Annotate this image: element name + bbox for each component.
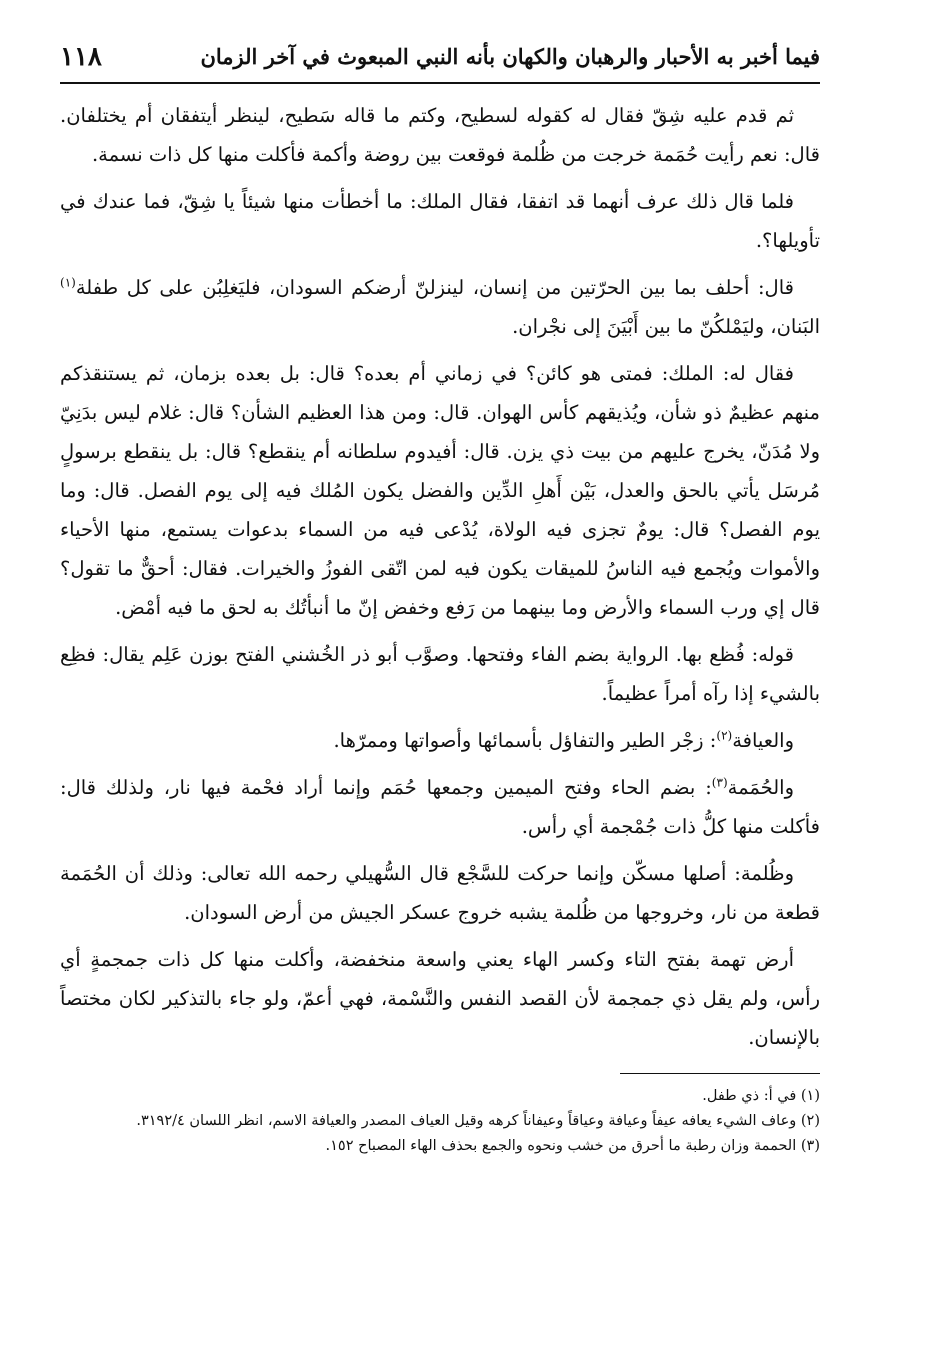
paragraph <box>60 721 820 760</box>
paragraph: وظُلمة: أصلها مسكّن وإنما حركت للسَّجْع قال السُّهيلي رحمه الله تعالى: وذلك أن الحُمَمة قطعة من نار، وخروجها من ظُلمة يشبه خروج عسكر الجيش من أرض السودان. <box>60 862 820 924</box>
page-number: ١١٨ <box>60 42 102 72</box>
footnotes <box>60 1084 820 1159</box>
paragraph: فلما قال ذلك عرف أنهما قد اتفقا، فقال الملك: ما أخطأت منها شيئاً يا شِقّ، فما عندك في تأويلها؟. <box>60 190 820 252</box>
paragraph: أرض تهمة بفتح التاء وكسر الهاء يعني واسعة منخفضة، وأكلت منها كل ذات جمجمةٍ أي رأس، ولم يقل ذي جمجمة لأن القصد النفس والنَّسْمة، فهي أعمّ، ولو جاء بالتذكير لكان مختصاً بالإنسان. <box>60 948 820 1049</box>
paragraph-text: : زجْر الطير والتفاؤل بأسمائها وأصواتها وممرّها. <box>333 729 717 752</box>
paragraph: فقال له: الملك: فمتى هو كائن؟ في زماني أم بعده؟ قال: بل بعده بزمان، ثم يستنقذكم منهم عظيمٌ ذو شأن، ويُذيقهم كأس الهوان. قال: ومن هذا العظيم الشأن؟ قال: غلام ليس بدَنِيّ ولا مُدَنّ، يخرج عليهم من بيت ذي يزن. قال: أفيدوم سلطانه أم ينقطع؟ قال: بل ينقطع برسولٍ مُرسَل يأتي بالحق والعدل، بَيْن أَهلِ الدِّين والفضل يكون المُلك فيه إلى يوم الفصل. قال: وما يوم الفصل؟ قال: يومٌ تجزى فيه الولاة، يُدْعى فيه من السماء بدعوات يستمع، منها الأحياء والأموات ويُجمع فيه الناسُ للميقات يكون فيه لمن اتّقى الفوزُ والخيرات. فقال: أحقٌّ ما تقول؟ قال إي ورب السماء والأرض وما بينهما من رَفع وخفض إنّ ما أنبأتُك به لحق ما فيه أمْض. <box>60 362 820 619</box>
paragraph: قوله: فُظع بها. الرواية بضم الفاء وفتحها. وصوَّب أبو ذر الخُشني الفتح بوزن عَلِم يقال: فظِع بالشيء إذا رآه أمراً عظيماً. <box>60 643 820 705</box>
paragraph <box>60 268 820 346</box>
paragraph-text: والحُمَمة <box>727 776 794 799</box>
footnote: (١) في أ: ذي طفل. <box>702 1088 820 1104</box>
footnote-ref: (٢) <box>716 728 733 743</box>
paragraph: ثم قدم عليه شِقّ فقال له كقوله لسطيح، وكتم ما قاله سَطيح، لينظر أيتفقان أم يختلفان. قال: نعم رأيت حُمَمة خرجت من ظُلمة فوقعت بين روضة وأكمة فأكلت منها كل ذات نسمة. <box>60 104 820 166</box>
main-text <box>60 96 820 1057</box>
paragraph-text: البَنان، وليَمْلكُنّ ما بين أَبْيَنَ إلى نجْران. <box>512 315 820 338</box>
running-title: فيما أخبر به الأحبار والرهبان والكهان بأنه النبي المبعوث في آخر الزمان <box>200 44 820 69</box>
page <box>60 36 820 1159</box>
footnote: (٣) الحممة وزان رطبة ما أحرق من خشب ونحوه والجمع بحذف الهاء المصباح ١٥٢. <box>325 1138 820 1154</box>
footnote-divider <box>620 1073 820 1074</box>
paragraph-text: والعيافة <box>732 729 794 752</box>
footnote-ref: (٣) <box>711 775 728 790</box>
footnote-ref: (١) <box>60 275 76 290</box>
footnote: (٢) وعاف الشيء يعافه عيفاً وعيافة وعياقاً وعيفاناً كرهه وقيل العياف المصدر والعيافة الاسم، انظر اللسان ٣١٩٢/٤. <box>136 1113 820 1129</box>
page-header <box>60 36 820 84</box>
paragraph-text: قال: أحلف بما بين الحرّتين من إنسان، لينزلنّ أرضكم السودان، فليَغلِبُن على كل طفلة <box>75 276 794 299</box>
paragraph-text: : بضم الحاء وفتح الميمين وجمعها حُمَم وإنما أراد فحْمة فيها نار، ولذلك قال: فأكلت منها كلُّ ذات جُمْجمة أي رأس. <box>60 776 820 838</box>
paragraph <box>60 768 820 846</box>
